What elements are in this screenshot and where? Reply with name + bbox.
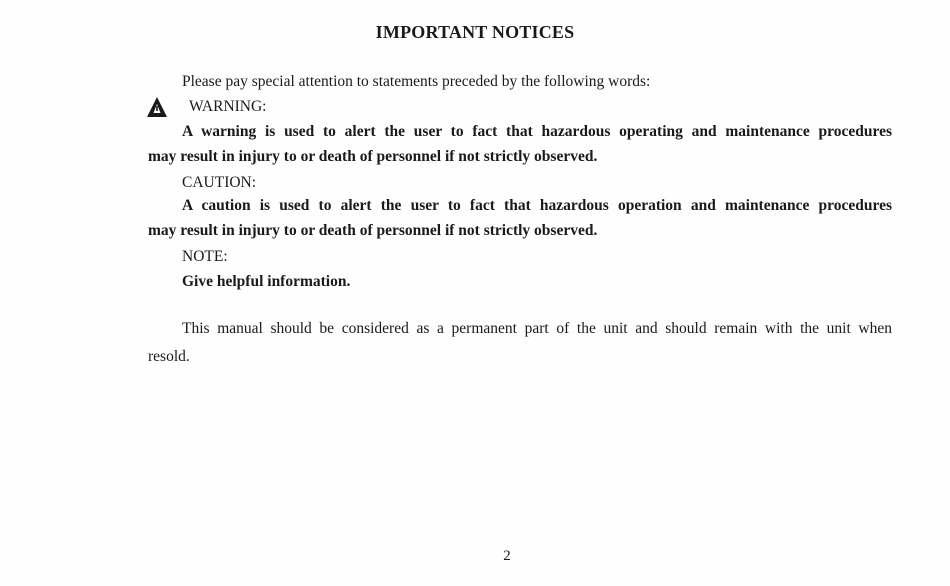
- page-title: IMPORTANT NOTICES: [375, 22, 575, 42]
- page-number: 2: [503, 548, 511, 564]
- warning-text-line-2: may result in injury to or death of personnel if not strictly observed.: [148, 148, 598, 165]
- manual-notice-line-2: resold.: [148, 348, 190, 365]
- caution-text-line-2: may result in injury to or death of personnel if not strictly observed.: [148, 222, 598, 239]
- note-text: Give helpful information.: [182, 273, 351, 290]
- warning-heading: WARNING:: [189, 98, 267, 115]
- warning-text-line-1: A warning is used to alert the user to fact that hazardous operating and maintenance procedures: [182, 123, 892, 140]
- manual-notice-line-1: This manual should be considered as a permanent part of the unit and should remain with the unit when: [182, 320, 892, 337]
- caution-heading: CAUTION:: [182, 174, 257, 191]
- intro-text: Please pay special attention to statements preceded by the following words:: [182, 73, 651, 90]
- warning-triangle-icon: [146, 96, 168, 118]
- note-heading: NOTE:: [182, 248, 228, 265]
- caution-text-line-1: A caution is used to alert the user to fact that hazardous operation and maintenance procedures: [182, 197, 892, 214]
